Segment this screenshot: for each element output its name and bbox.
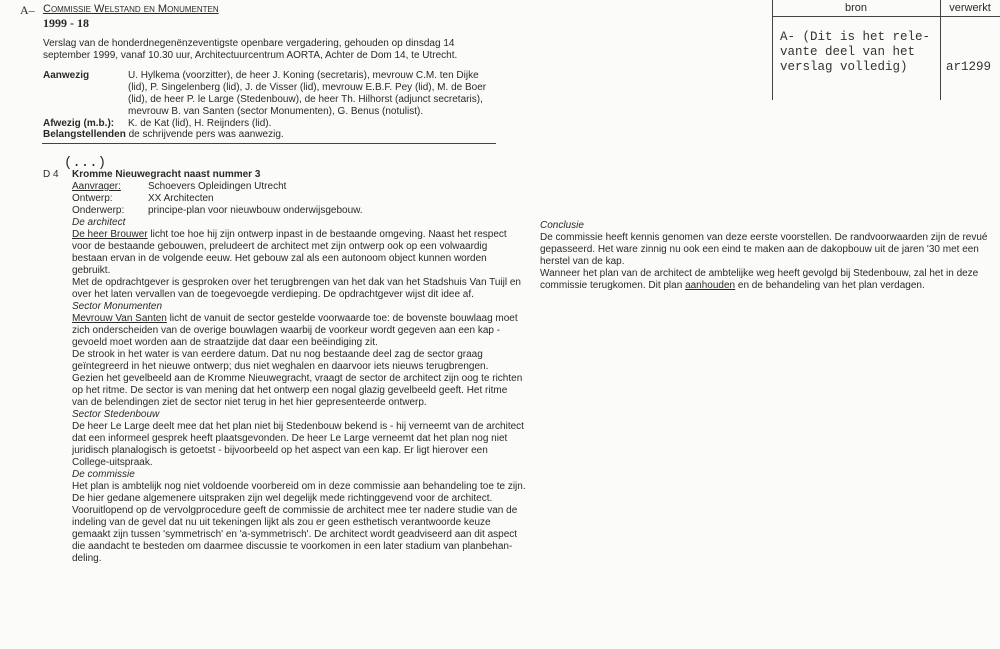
item-title: Kromme Nieuwegracht naast nummer 3 [72, 169, 261, 180]
text-line: die aandacht te besteden om daarmee discussie te voorkomen in een later stadium van planbehan- [72, 541, 513, 552]
document-number: 1999 - 18 [43, 16, 89, 30]
verwerkt-header: verwerkt [949, 2, 991, 14]
design-value: XX Architecten [148, 193, 214, 204]
bron-text [780, 30, 930, 75]
text-line: De hier gedane algemenere uitspraken zijn wel degelijk mede richtinggevend voor de architect. [72, 493, 493, 504]
text-line: De heer Le Large deelt mee dat het plan niet bij Stedenbouw bekend is - hij verneemt van de architect [72, 421, 524, 432]
architect-speaker: De heer Brouwer [72, 229, 148, 240]
text-line: van de belendingen ziet de sector niet terug in het hier gepresenteerde ontwerp. [72, 397, 427, 408]
present-list [128, 70, 486, 118]
bron-header: bron [844, 2, 868, 14]
text-line: College-uitspraak. [72, 457, 153, 468]
text-line: Met de opdrachtgever is gesproken over het terugbrengen van het dak van het Stadshuis Van Tuijl en [72, 277, 521, 288]
subject-label: Onderwerp: [72, 205, 125, 216]
text-line: gebruikt. [72, 265, 111, 276]
text-line: licht de vanuit de sector gestelde voorwaarde toe: de bovenste bouwlaag moet [166, 313, 518, 324]
item-body [72, 169, 526, 565]
monumenten-speaker: Mevrouw Van Santen [72, 313, 167, 324]
text-line: licht toe hoe hij zijn ontwerp inpast in de bestaande omgeving. Naast het respect [147, 229, 507, 240]
header-rule [42, 143, 496, 144]
text-line: Vooruitlopend op de vervolgprocedure geeft de commissie de architect mee ter nadere studie van de [72, 505, 518, 516]
text-line: Wanneer het plan van de architect de ambtelijke weg heeft gevolgd bij Stedenbouw, zal het in deze [540, 268, 979, 279]
subject-value: principe-plan voor nieuwbouw onderwijsgebouw. [148, 205, 363, 216]
box-header-rule [772, 16, 1000, 17]
decision-keyword: aanhouden [685, 280, 736, 291]
present-line: mevrouw B. van Santen (sector Monumenten), G. Benus (notulist). [128, 106, 424, 117]
text-line: dat een informeel gesprek heeft plaatsgevonden. De heer Le Large verneemt dat het plan nog niet [72, 433, 508, 444]
bron-line: verslag volledig) [780, 60, 908, 74]
intro-line: september 1999, vanaf 10.30 uur, Architectuurcentrum AORTA, Achter de Dom 14, te Utrecht. [43, 50, 458, 61]
text-line: De commissie heeft kennis genomen van deze eerste voorstellen. De randvoorwaarden zijn de revué [540, 232, 988, 243]
present-label: Aanwezig [43, 70, 90, 81]
text-line: gevoeld moet worden aan de straatzijde dat daar een beëindiging zit. [72, 337, 378, 348]
text-line: op het ritme. De sector is van mening dat het ontwerp een nogal glazig gevelbeeld geeft. Het ritme [72, 385, 508, 396]
box-column-divider [940, 0, 941, 100]
omission-mark: (...) [64, 155, 107, 171]
box-border-left [772, 0, 773, 100]
present-line: (lid), P. Singelenberg (lid), J. de Visser (lid), mevrouw E.B.F. Pey (lid), M. de Boer [128, 82, 487, 93]
text-line: De strook in het water is van eerdere datum. Dat nu nog bestaande deel zag de sector graag [72, 349, 483, 360]
absent-label: Afwezig (m.b.): [43, 118, 115, 129]
item-number: D 4 [43, 169, 59, 180]
stedenbouw-heading: Sector Stedenbouw [72, 409, 160, 420]
interested-text: de schrijvende pers was aanwezig. [128, 129, 284, 140]
design-label: Ontwerp: [72, 193, 113, 204]
present-line: U. Hylkema (voorzitter), de heer J. Koning (secretaris), mevrouw C.M. ten Dijke [128, 70, 479, 81]
conclusion [540, 220, 987, 292]
text-line: voor de bestaande gebouwen, preludeert de architect met zijn ontwerp ook op een volwaardig [72, 241, 488, 252]
intro-line: Verslag van de honderdnegenënzeventigste openbare vergadering, gehouden op dinsdag 14 [43, 38, 455, 49]
absent-list: K. de Kat (lid), H. Reijnders (lid). [128, 118, 272, 129]
applicant-value: Schoevers Opleidingen Utrecht [148, 181, 287, 192]
conclusion-heading: Conclusie [540, 220, 584, 231]
bron-line: A- (Dit is het rele- [780, 30, 931, 44]
meeting-intro [43, 38, 457, 62]
text-line: juridisch planalogisch is getoetst - bijvoorbeeld op het aspect van een kap. Er ligt hierover een [72, 445, 488, 456]
applicant-label: Aanvrager: [72, 181, 121, 192]
present-line: (lid), de heer P. le Large (Stedenbouw), de heer Th. Hilhorst (adjunct secretaris), [128, 94, 483, 105]
text-line: Het plan is ambtelijk nog niet voldoende voorbereid om in deze commissie aan behandeling toe te zijn. [72, 481, 526, 492]
organization-name: Commissie Welstand en Monumenten [43, 3, 219, 15]
text-line: over het laten vervallen van de toegevoegde verdieping. De opdrachtgever wijst dit idee af. [72, 289, 474, 300]
interested-label: Belangstellenden [43, 129, 126, 140]
text-line: zich onderscheiden van de overige bouwlagen waarbij de voorkeur wordt gegeven aan een kap - [72, 325, 501, 336]
text-line: gemaakt zijn tussen 'symmetrisch' en 'a-symmetrisch'. De architect wordt geadviseerd aan dit aspect [72, 529, 518, 540]
verwerkt-code: ar1299 [946, 60, 992, 74]
text-line: en de behandeling van het plan verdagen. [735, 280, 925, 291]
commissie-heading: De commissie [72, 469, 135, 480]
bron-line: vante deel van het [780, 45, 916, 59]
text-line: geïntegreerd in het nieuwe ontwerp; dus niet weghalen en daarvoor iets nieuws terugbrengen. [72, 361, 489, 372]
text-line: bestaan ervan in de volgende eeuw. Het gebouw zal als een autonoom object kunnen worden [72, 253, 487, 264]
text-line: commissie terugkomen. Dit plan [540, 280, 686, 291]
architect-heading: De architect [72, 217, 126, 228]
text-line: herstel van de kap. [540, 256, 625, 267]
monumenten-heading: Sector Monumenten [72, 301, 163, 312]
text-line: gepasseerd. Het ware zinnig nu ook een eind te maken aan de dakopbouw uit de jaren '30 met een [540, 244, 979, 255]
text-line: deling. [72, 553, 102, 564]
text-line: indeling van de gevel dat nu uit tekeningen lijkt als zou er geen esthetisch verantwoorde keuze [72, 517, 491, 528]
text-line: Gezien het gevelbeeld aan de Kromme Nieuwegracht, vraagt de sector de architect zijn oog te richten [72, 373, 523, 384]
interested-row [43, 129, 284, 141]
archive-mark: A– [20, 3, 35, 17]
